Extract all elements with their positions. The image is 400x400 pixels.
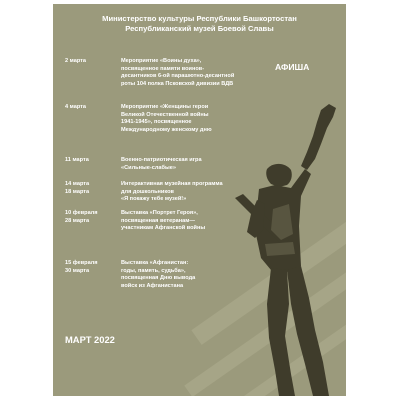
event-date-line: 11 марта	[65, 157, 89, 163]
event-desc-line: годы, память, судьба»,	[121, 267, 186, 274]
event-desc-line: роты 104 полка Псковской дивизии ВДВ	[121, 80, 234, 87]
event-desc-line: 1941-1945», посвященное	[121, 119, 192, 126]
event-desc-line: Международному женскому дню	[121, 126, 212, 133]
event-desc-line: Интерактивная музейная программа	[121, 181, 223, 187]
ministry-title: Министерство культуры Республики Башкортостан	[102, 14, 297, 23]
event-date-line: 30 марта	[65, 267, 90, 274]
month-year-label: МАРТ 2022	[65, 334, 115, 345]
event-desc-line: Выставка «Афганистан:	[121, 260, 189, 266]
event-desc-line: участникам Афганской войны	[121, 225, 206, 232]
event-date-line: 2 марта	[65, 58, 87, 64]
event-date-line: 15 февраля	[65, 260, 98, 266]
event-desc-line: Выставка «Портрет Героя»,	[121, 210, 198, 216]
event-desc-line: Мероприятие «Воины духа»,	[121, 58, 202, 64]
event-desc-line: десантников 6-ой парашютно-десантной	[121, 73, 235, 80]
museum-title: Республиканский музей Боевой Славы	[125, 24, 274, 33]
event-desc-line: Мероприятие «Женщины герои	[121, 104, 209, 110]
event-desc-line: для дошкольников	[121, 188, 174, 195]
event-desc-line: посвященная Дню вывода	[121, 275, 196, 282]
poster	[53, 4, 346, 396]
event-date-line: 28 марта	[65, 217, 90, 224]
event-date-line: 10 февраля	[65, 210, 98, 216]
event-date-line: 4 марта	[65, 104, 87, 110]
event-desc-line: посвященная ветеранам—	[121, 217, 195, 224]
event-desc-line: войск из Афганистана	[121, 282, 184, 289]
event-desc-line: Военно-патриотическая игра	[121, 157, 202, 163]
soldier-illustration	[53, 4, 346, 396]
event-desc-line: «Сильные-слабые»	[121, 164, 176, 171]
event-desc-line: «Я покажу тебе музей!»	[121, 196, 187, 203]
event-desc-line: Великой Отечественной войны	[121, 111, 209, 118]
event-desc-line: посвященное памяти воинов-	[121, 65, 205, 72]
afisha-label: АФИША	[275, 62, 310, 72]
event-date-line: 14 марта	[65, 181, 90, 187]
event-date-line: 18 марта	[65, 188, 90, 195]
